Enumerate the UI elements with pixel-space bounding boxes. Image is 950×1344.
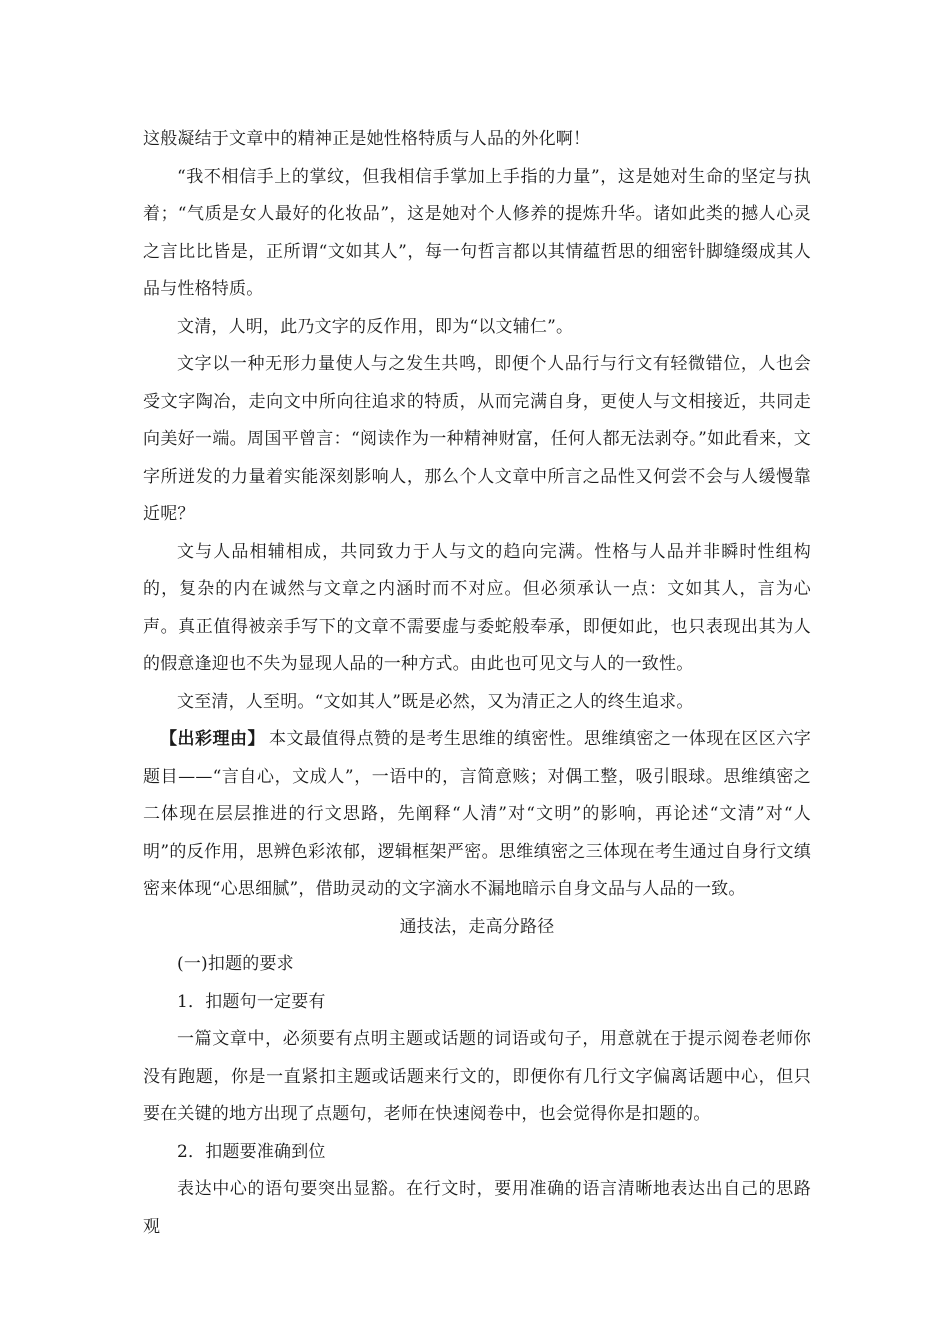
- paragraph: 文至清，人至明。“文如其人”既是必然，又为清正之人的终生追求。: [177, 691, 694, 712]
- paragraph: 这般凝结于文章中的精神正是她性格特质与人品的外化啊！: [143, 129, 591, 149]
- paragraph: 文清，人明，此乃文字的反作用，即为“以文辅仁”。: [177, 316, 574, 337]
- section-title: 通技法，走高分路径: [399, 916, 555, 937]
- subsection-heading: (一)扣题的要求: [177, 954, 294, 974]
- paragraph: 一篇文章中，必须要有点明主题或话题的词语或句子，用意就在于提示阅卷老师你没有跑题，你是一直紧扣主题或话题来行文的，即便你有几行文字偏离话题中心，但只要在关键的地方出现了点题句，老师在快速阅卷中，也会觉得你是扣题的。: [143, 1029, 811, 1124]
- reason-text: 本文最值得点赞的是考生思维的缜密性。思维缜密之一体现在区区六字题目——“言自心，文成人”，一语中的，言简意赅；对偶工整，吸引眼球。思维缜密之二体现在层层推进的行文思路，先阐释“人清”对“文明”的影响，再论述“文清”对“人明”的反作用，思辨色彩浓郁，逻辑框架严密。思维缜密之三体现在考生通过自身行文缜密来体现“心思细腻”，借助灵动的文字滴水不漏地暗示自身文品与人品的一致。: [143, 729, 811, 899]
- paragraph: 文字以一种无形力量使人与之发生共鸣，即便个人品行与行文有轻微错位，人也会受文字陶冶，走向文中所向往追求的特质，从而完满自身，更使人与文相接近，共同走向美好一端。周国平曾言：“阅读作为一种精神财富，任何人都无法剥夺。”如此看来，文字所迸发的力量着实能深刻影响人，那么个人文章中所言之品性又何尝不会与人缓慢靠近呢？: [143, 354, 811, 524]
- paragraph: “我不相信手上的掌纹，但我相信手掌加上手指的力量”，这是她对生命的坚定与执着；“气质是女人最好的化妆品”，这是她对个人修养的提炼升华。诸如此类的撼人心灵之言比比皆是，正所谓“文如其人”，每一句哲言都以其情蕴哲思的细密针脚缝缀成其人品与性格特质。: [143, 166, 811, 299]
- item-title: 1．扣题句一定要有: [177, 991, 326, 1012]
- paragraph: 文与人品相辅相成，共同致力于人与文的趋向完满。性格与人品并非瞬时性组构的，复杂的内在诚然与文章之内涵时而不对应。但必须承认一点：文如其人，言为心声。真正值得被亲手写下的文章不需要虚与委蛇般奉承，即便如此，也只表现出其为人的假意逢迎也不失为显现人品的一种方式。由此也可见文与人的一致性。: [143, 541, 811, 674]
- item-title: 2．扣题要准确到位: [177, 1141, 326, 1162]
- reason-paragraph: [143, 721, 811, 909]
- reason-label: 【出彩理由】: [160, 729, 265, 749]
- paragraph: 表达中心的语句要突出显豁。在行文时，要用准确的语言清晰地表达出自己的思路观: [143, 1179, 811, 1237]
- document-body: [143, 121, 811, 1246]
